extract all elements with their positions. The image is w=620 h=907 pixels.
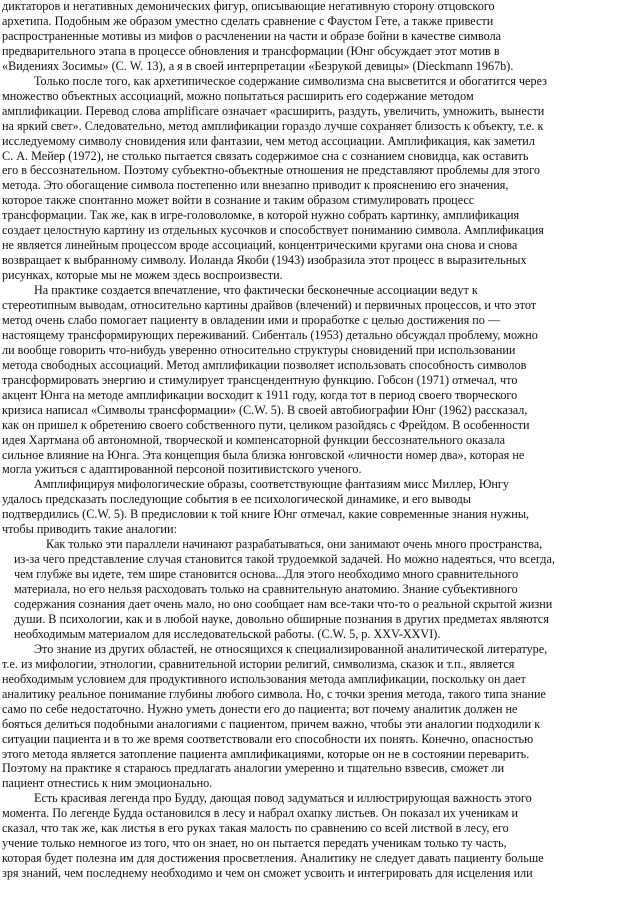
text-line: кризиса написал «Символы трансформации» (C.W. 5). В своей автобиографии Юнг (1962) рассказал,: [2, 402, 528, 417]
text-line: подтвердились (C.W. 5). В предисловии к той книге Юнг отмечал, какие современные знания нужны,: [2, 507, 530, 522]
text-line: Поэтому на практике я стараюсь предлагать аналогии умеренно и тщательно взвесив, сможет ли: [2, 761, 505, 776]
text-line: необходимым материалом для исследовательской работы. (C.W. 5, p. XXV-XXVI).: [14, 626, 441, 641]
text-line: метода свободных ассоциаций. Метод амплификации позволяет использовать способность символов: [2, 357, 527, 372]
text-line: амплификации. Перевод слова amplificare означает «расширить, раздуть, увеличить, умножить, вынести: [2, 103, 545, 118]
text-line: Только после того, как архетипическое содержание символизма сна высветится и обогатится через: [34, 73, 547, 88]
text-line: ситуации пациента и в то же время соответствовали его способности их понять. Конечно, опасностью: [2, 731, 534, 746]
text-line: которое также спонтанно может войти в сознание и таким образом стимулировать процесс: [2, 193, 475, 208]
text-line: акцент Юнга на методе амплификации восходит к 1911 году, когда тот в период своего творческого: [2, 387, 518, 402]
text-line: чем глубже вы идете, тем шире становится основа...Для этого необходимо много сравнительного: [14, 567, 519, 582]
text-line: «Видениях Зосимы» (С. W. 13), а я в своей интерпретации «Безрукой девицы» (Dieckmann 1967b).: [2, 58, 514, 73]
text-line: Как только эти параллели начинают разрабатываться, они занимают очень много пространства,: [46, 537, 543, 552]
text-line: метод очень слабо помогает пациенту в овладении ими и проработке с целью достижения по —: [2, 312, 501, 327]
text-line: архетипа. Подобным же образом уместно сделать сравнение с Фаустом Гете, а также привести: [2, 13, 494, 28]
text-line: из-за чего представление случая становится такой трудоемкой задачей. Но можно надеяться, что всегда,: [14, 552, 555, 567]
text-line: сказал, что так же, как листья в его руках такая малость по сравнению со всей листвой в лесу, его: [2, 821, 509, 836]
text-line: распространенные мотивы из мифов о расчленении на части и образе бойни в качестве символа: [2, 28, 502, 43]
text-line: Есть красивая легенда про Будду, дающая повод задуматься и иллюстрирующая важность этого: [34, 791, 532, 806]
text-line: которая будет полезна им для достижения просветления. Аналитику не следует давать пациенту больше: [2, 851, 544, 866]
text-line: сильное влияние на Юнга. Эта концепция была близка юнговской «личности номер два», которая не: [2, 447, 525, 462]
text-line: С. А. Мейер (1972), не столько пытается связать содержимое сна с сознанием сновидца, как оставить: [2, 148, 529, 163]
text-line: множество объектных ассоциаций, можно попытаться расширить его содержание методом: [2, 88, 474, 103]
text-line: настоящему трансформирующих переживаний. Сибенталь (1953) детально обсуждал проблему, можно: [2, 327, 538, 342]
text-line: этого метода является затопление пациента амплификациями, которые он не в состоянии переварить.: [2, 746, 530, 761]
text-line: т.е. из мифологии, этнологии, сравнительной истории религий, символизма, сказок и т.п., является: [2, 656, 515, 671]
text-line: возвращает к выбранному символу. Иоланда Якоби (1943) изобразила этот процесс в выразительных: [2, 253, 527, 268]
text-line: метода. Это обогащение символа постепенно или внезапно приводит к прояснению его значения,: [2, 178, 509, 193]
text-line: трансформировать энергию и стимулирует трансцендентную функцию. Гобсон (1971) отмечал, что: [2, 372, 518, 387]
text-line: содержания сознания дает очень мало, но оно сообщает нам все-таки что-то о реальной скрытой жизни: [14, 597, 553, 611]
text-line: исследуемому символу сновидения или фантазии, чем метод ассоциации. Амплификация, как заметил: [2, 133, 535, 148]
text-line: момента. По легенде Будда остановился в лесу и набрал охапку листьев. Он показал их ученикам и: [2, 806, 518, 821]
text-line: учение только немногое из того, что он знает, но он пытается передать ученикам только ту часть,: [2, 836, 507, 851]
text-line: диктаторов и негативных демонических фигур, описывающие негативную сторону отцовского: [2, 0, 495, 13]
text-line: души. В психологии, как и в любой науке, довольно обширные познания в других предметах являются: [14, 611, 549, 626]
text-line: не является линейным процессом вроде ассоциаций, концентрическими кругами она снова и снова: [2, 238, 518, 253]
text-line: ли вообще говорить что-нибудь уверенно относительно структуры сновидений при использовании: [2, 342, 516, 357]
text-line: На практике создается впечатление, что фактически бесконечные ассоциации ведут к: [34, 283, 478, 298]
text-line: предварительного этапа в процессе обновления и трансформации (Юнг обсуждает этот мотив в: [2, 43, 500, 58]
text-line: на яркий свет». Следовательно, метод амплификации гораздо лучше сохраняет близость к объекту, т.е. к: [2, 118, 544, 133]
text-line: само по себе недостаточно. Нужно уметь донести его до пациента; вот почему аналитик должен не: [2, 701, 518, 716]
text-line: бояться делиться подобными аналогиями с пациентом, причем важно, чтобы эти аналогии подходили к: [2, 716, 541, 731]
text-line: создает целостную картину из отдельных кусочков и способствует пониманию символа. Амплификация: [2, 223, 544, 238]
text-line: удалось предсказать последующие события в ее психологической динамике, и его выводы: [2, 492, 471, 507]
text-line: аналитику реальное понимание глубины любого символа. Но, с точки зрения метода, такого типа знание: [2, 686, 546, 701]
text-line: чтобы приводить такие аналогии:: [2, 522, 177, 537]
text-line: идея Хартмана об автономной, творческой и компенсаторной функции бессознательного оказала: [2, 432, 505, 447]
text-line: стереотипным выводам, относительно картины драйвов (влечений) и первичных процессов, и что этот: [2, 298, 537, 312]
text-line: материала, но его нельзя расходовать только на сравнительную анатомию. Знание субъективного: [14, 582, 518, 597]
text-line: трансформации. Так же, как в игре-головоломке, в которой нужно собрать картинку, амплификация: [2, 208, 520, 223]
text-line: Это знание из других областей, не относящихся к специализированной аналитической литературе,: [34, 641, 548, 656]
text-line: зря знаний, чем последнему необходимо и чем он сможет усвоить и интегрировать для исцеления или: [2, 866, 533, 881]
text-line: его в бессознательном. Поэтому субъектно-объектные отношения не представляют проблемы для этого: [2, 163, 540, 178]
text-line: рисунках, которые мы не можем здесь воспроизвести.: [2, 268, 283, 283]
text-line: как он пришел к обретению своего собственного пути, целиком разойдясь с Фрейдом. В особенности: [2, 417, 530, 432]
text-line: необходимым условием для продуктивного использования метода амплификации, поскольку он дает: [2, 671, 526, 686]
text-line: пациент отнестись к ним эмоционально.: [2, 776, 213, 791]
text-line: Амплифицируя мифологические образы, соответствующие фантазиям мисс Миллер, Юнгу: [34, 477, 510, 492]
text-line: могла ужиться с адаптированной персоной позитивистского ученого.: [2, 462, 362, 477]
